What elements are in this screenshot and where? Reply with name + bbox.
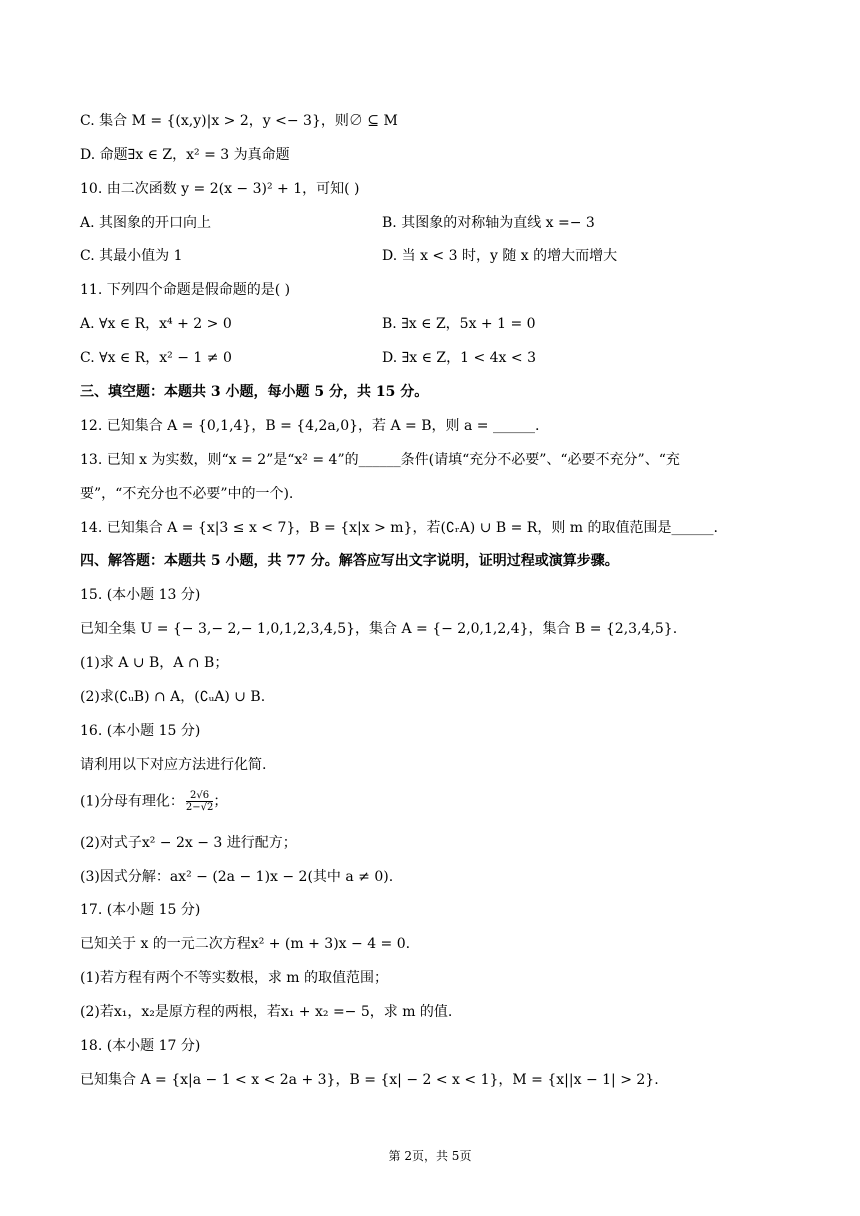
option-10a: A. 其图象的开口向上 — [80, 215, 212, 231]
option-10c: C. 其最小值为 1 — [80, 248, 183, 264]
page-footer: 第 2页，共 5页 — [388, 1149, 472, 1163]
question-16-header: 16. (本小题 15 分) — [80, 723, 201, 739]
question-17-part2: (2)若x₁，x₂是原方程的两根，若x₁ + x₂ =− 5，求 m 的值. — [80, 1004, 453, 1020]
question-10: 10. 由二次函数 y = 2(x − 3)² + 1，可知( ) — [80, 181, 360, 197]
option-10b: B. 其图象的对称轴为直线 x =− 3 — [382, 215, 595, 231]
question-13: 13. 已知 x 为实数，则“x = 2”是“x² = 4”的______条件(请填“充分不必要”、“必要不充分”、“充 — [80, 452, 680, 468]
question-15-part1: (1)求 A ∪ B，A ∩ B； — [80, 655, 229, 671]
option-11c: C. ∀x ∈ R，x² − 1 ≠ 0 — [80, 350, 232, 366]
fraction-denominator: 2−√2 — [185, 802, 214, 813]
question-15-part2: (2)求(∁ᵤB) ∩ A，(∁ᵤA) ∪ B. — [80, 689, 266, 705]
question-11: 11. 下列四个命题是假命题的是( ) — [80, 282, 291, 298]
question-16-part3: (3)因式分解：ax² − (2a − 1)x − 2(其中 a ≠ 0). — [80, 869, 394, 885]
question-18-stem: 已知集合 A = {x|a − 1 < x < 2a + 3}，B = {x| − 2 < x < 1}，M = {x||x − 1| > 2}. — [80, 1072, 659, 1088]
question-14: 14. 已知集合 A = {x|3 ≤ x < 7}，B = {x|x > m}，若(∁ᵣA) ∪ B = R，则 m 的取值范围是______. — [80, 520, 718, 536]
question-15-stem: 已知全集 U = {− 3,− 2,− 1,0,1,2,3,4,5}，集合 A = {− 2,0,1,2,4}，集合 B = {2,3,4,5}. — [80, 621, 678, 637]
question-12: 12. 已知集合 A = {0,1,4}，B = {4,2a,0}，若 A = B，则 a = ______. — [80, 418, 540, 434]
fraction-numerator: 2√6 — [186, 790, 213, 802]
part1-suffix: ； — [213, 793, 228, 810]
question-16-stem: 请利用以下对应方法进行化简. — [80, 757, 267, 773]
option-9d: D. 命题∃x ∈ Z，x² = 3 为真命题 — [80, 147, 290, 163]
question-18-header: 18. (本小题 17 分) — [80, 1038, 201, 1054]
question-17-header: 17. (本小题 15 分) — [80, 902, 201, 918]
fraction — [186, 790, 213, 813]
question-13-cont: 要”，“不充分也不必要”中的一个). — [80, 486, 294, 502]
question-17-part1: (1)若方程有两个不等实数根，求 m 的取值范围； — [80, 970, 389, 986]
question-15-header: 15. (本小题 13 分) — [80, 587, 201, 603]
option-10d: D. 当 x < 3 时，y 随 x 的增大而增大 — [382, 248, 618, 264]
question-16-part1 — [80, 790, 227, 813]
question-16-part2: (2)对式子x² − 2x − 3 进行配方； — [80, 835, 297, 851]
section-3-heading: 三、填空题：本题共 3 小题，每小题 5 分，共 15 分。 — [80, 384, 429, 400]
question-17-stem: 已知关于 x 的一元二次方程x² + (m + 3)x − 4 = 0. — [80, 936, 411, 952]
option-11b: B. ∃x ∈ Z，5x + 1 = 0 — [382, 316, 536, 332]
option-11d: D. ∃x ∈ Z，1 < 4x < 3 — [382, 350, 536, 366]
part1-label: (1)分母有理化： — [80, 793, 184, 810]
section-4-heading: 四、解答题：本题共 5 小题，共 77 分。解答应写出文字说明，证明过程或演算步骤。 — [80, 553, 619, 569]
option-9c: C. 集合 M = {(x,y)|x > 2，y <− 3}，则∅ ⊆ M — [80, 113, 398, 129]
option-11a: A. ∀x ∈ R，x⁴ + 2 > 0 — [80, 316, 232, 332]
